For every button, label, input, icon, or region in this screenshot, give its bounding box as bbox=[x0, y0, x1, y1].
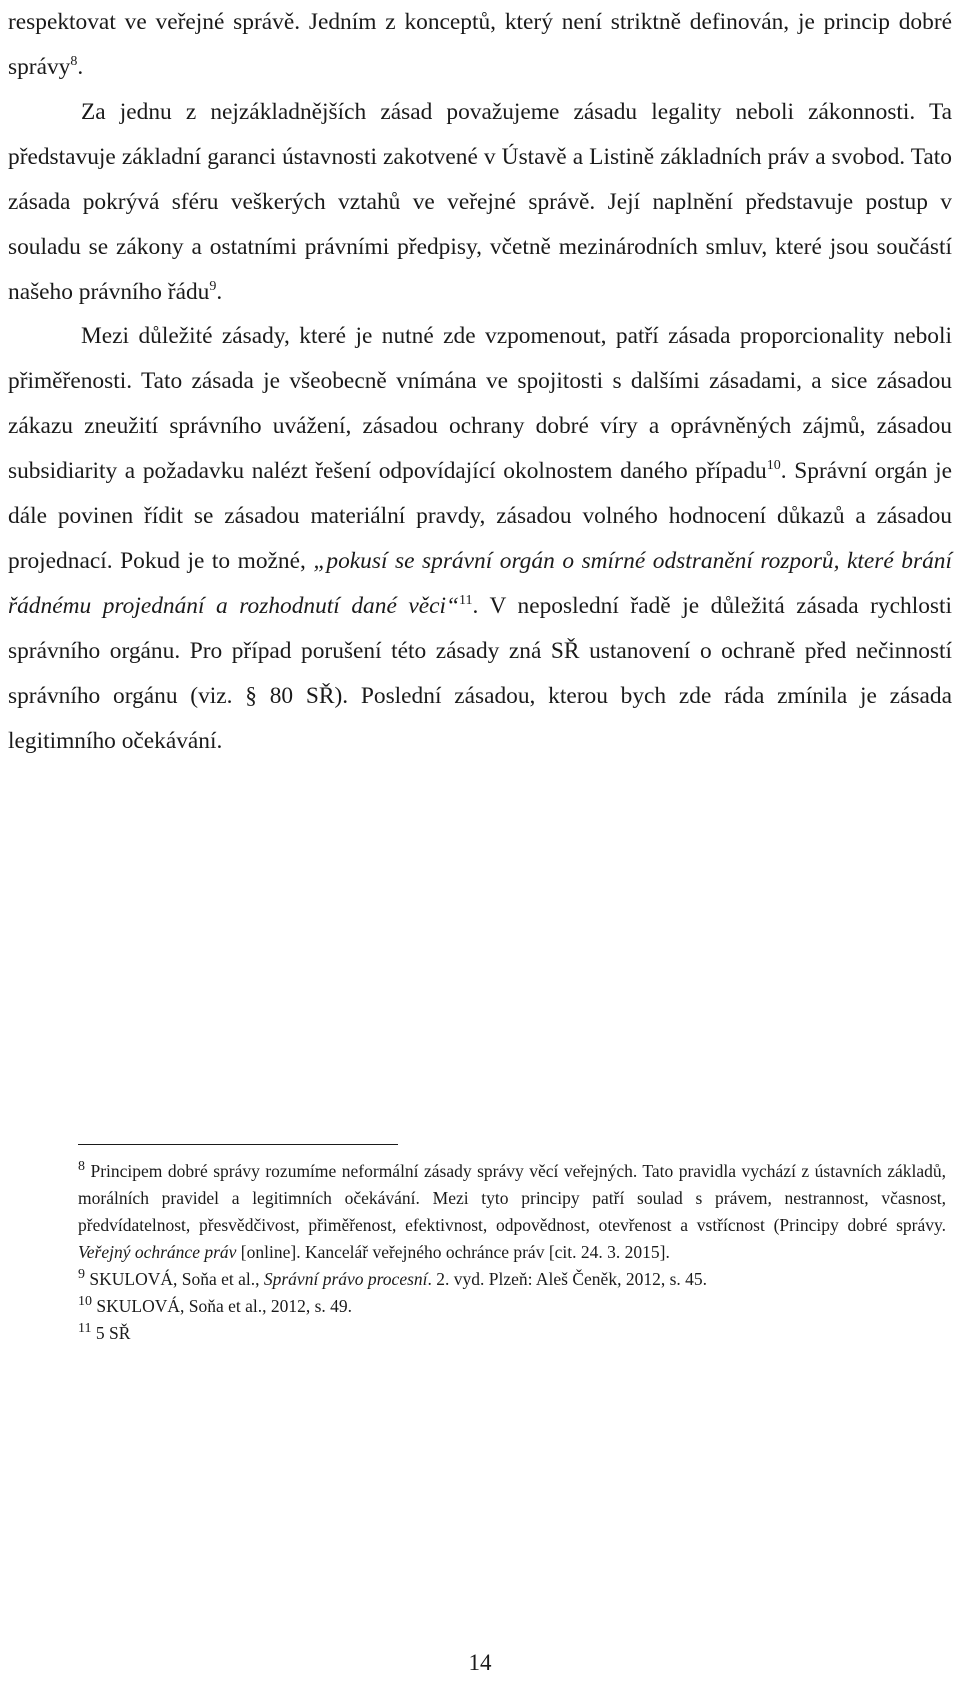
paragraph-text: . V neposlední řadě je důležitá zásada rychlosti správního orgánu. Pro případ porušení této zásady zná SŘ ustanovení o ochraně před nečinností správního orgánu (viz. § 80 SŘ). Poslední zásadou, kterou bych zde ráda zmínila je zásada legitimního očekávání. bbox=[8, 593, 952, 754]
footnotes bbox=[78, 1158, 946, 1347]
footnote-text: Principem dobré správy rozumíme neformální zásady správy věcí veřejných. Tato pravidla vychází z ústavních základů, morálních pravidel a legitimních očekávání. Mezi tyto principy patří soulad s právem, nestrannost, včasnost, předvídatelnost, přesvědčivost, přiměřenost, efektivnost, odpovědnost, otevřenost a vstřícnost (Principy dobré správy. bbox=[78, 1161, 946, 1235]
paragraph-text: Za jednu z nejzákladnějších zásad považujeme zásadu legality neboli zákonnosti. Ta představuje základní garanci ústavnosti zakotvené v Ústavě a Listině základních práv a svobod. Tato zásada pokrývá sféru veškerých vztahů ve veřejné správě. Její naplnění představuje postup v souladu se zákony a ostatními právními předpisy, včetně mezinárodních smluv, které jsou součástí našeho právního řádu bbox=[8, 99, 952, 305]
footnote-text: [online]. Kancelář veřejného ochránce práv [cit. 24. 3. 2015]. bbox=[236, 1242, 670, 1262]
footnote-separator bbox=[78, 1144, 398, 1145]
paragraph-2 bbox=[8, 90, 952, 315]
footnote-ref-8: 8 bbox=[70, 54, 78, 70]
footnote-ref-9: 9 bbox=[209, 279, 217, 295]
paragraph-text: . bbox=[77, 54, 84, 80]
footnote-text: . 2. vyd. Plzeň: Aleš Čeněk, 2012, s. 45. bbox=[427, 1269, 708, 1289]
paragraph-text: Mezi důležité zásady, které je nutné zde vzpomenout, patří zásada proporcionality neboli přiměřenosti. Tato zásada je všeobecně vnímána ve spojitosti s dalšími zásadami, a sice zásadou zákazu zneužití správního uvážení, zásadou ochrany dobré víry a oprávněných zájmů, zásadou subsidiarity a požadavku nalézt řešení odpovídající okolnostem daného případu bbox=[8, 323, 952, 484]
quoted-text: „pokusí se správní orgán o smírné odstranění rozporů, které brání řádnému projednání a rozhodnutí dané věci“ bbox=[8, 548, 952, 619]
paragraph-text: . bbox=[216, 279, 223, 305]
footnote-italic: Veřejný ochránce práv bbox=[78, 1242, 237, 1262]
footnote-text: 5 SŘ bbox=[95, 1323, 131, 1343]
footnote-text: SKULOVÁ, Soňa et al., bbox=[89, 1269, 264, 1289]
footnote-number: 8 bbox=[78, 1159, 85, 1175]
footnote-ref-11: 11 bbox=[459, 593, 473, 609]
footnote-text: SKULOVÁ, Soňa et al., 2012, s. 49. bbox=[96, 1296, 353, 1316]
footnote-number: 10 bbox=[78, 1294, 92, 1310]
footnote-10 bbox=[78, 1293, 946, 1320]
footnote-italic: Správní právo procesní bbox=[263, 1269, 428, 1289]
footnote-number: 11 bbox=[78, 1321, 92, 1337]
paragraph-text: respektovat ve veřejné správě. Jedním z konceptů, který není striktně definován, je princip dobré správy bbox=[8, 9, 952, 80]
paragraph-text: . Správní orgán je dále povinen řídit se zásadou materiální pravdy, zásadou volného hodnocení důkazů a zásadou projednací. Pokud je to možné, bbox=[8, 458, 952, 574]
footnote-11 bbox=[78, 1320, 946, 1347]
footnote-number: 9 bbox=[78, 1267, 85, 1283]
page-number: 14 bbox=[468, 1650, 492, 1675]
paragraph-1 bbox=[8, 0, 952, 90]
paragraph-3 bbox=[8, 314, 952, 764]
footnote-ref-10: 10 bbox=[766, 458, 781, 474]
footnote-9 bbox=[78, 1266, 946, 1293]
footnote-8 bbox=[78, 1158, 946, 1266]
